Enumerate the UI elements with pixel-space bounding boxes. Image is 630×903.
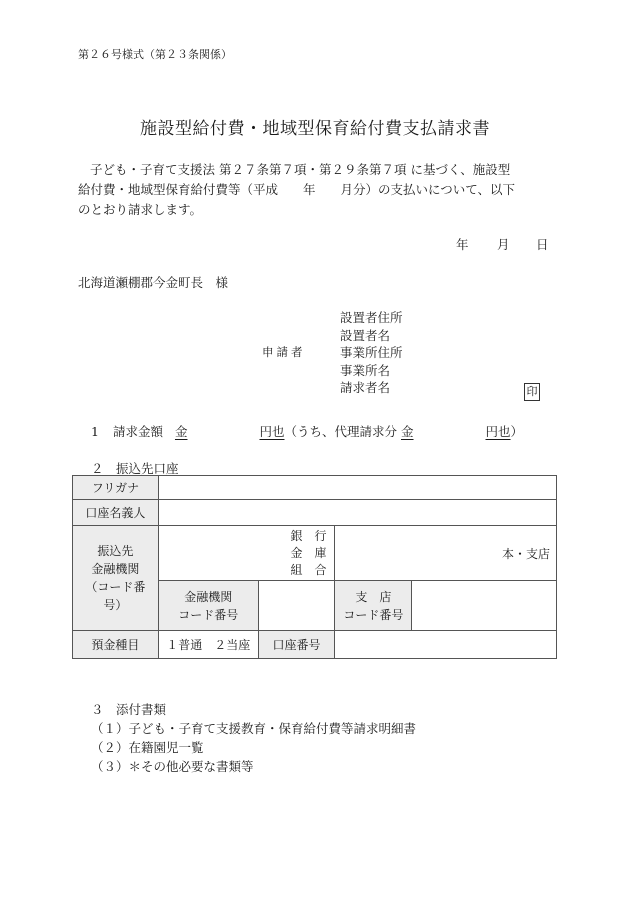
branch-code-label: 支 店 コード番号: [335, 581, 412, 631]
account-holder-field[interactable]: [158, 500, 556, 526]
bank-account-table: [72, 475, 557, 659]
account-holder-label: 口座名義人: [73, 500, 159, 526]
intro-paragraph: [78, 160, 558, 220]
field-office-name: 事業所名: [340, 362, 391, 378]
bank-section-heading: ２ 振込先口座: [91, 461, 179, 476]
list-item: （２）在籍園児一覧: [91, 740, 204, 755]
table-row: [73, 476, 557, 500]
field-founder-address: 設置者住所: [340, 310, 403, 325]
table-row: [73, 500, 557, 526]
date-day: 日: [536, 237, 549, 252]
date-year: 年: [456, 237, 469, 252]
field-claimant-name: 請求者名: [340, 380, 391, 395]
attachments-list: [91, 719, 416, 776]
furigana-label: フリガナ: [73, 476, 159, 500]
field-founder-name: 設置者名: [340, 327, 391, 343]
intro-line-3: のとおり請求します。: [78, 202, 203, 217]
proxy-amount-text: （うち、代理請求分: [284, 424, 398, 439]
intro-line-1: 子ども・子育て支援法 第２７条第７項・第２９条第７項 に基づく、施設型: [90, 162, 511, 177]
deposit-type-options[interactable]: １普通 ２当座: [158, 631, 258, 659]
list-item: （３）＊その他必要な書類等: [91, 759, 254, 774]
intro-line-2: 給付費・地域型保育給付費等（平成 年 月分）の支払いについて、以下: [78, 182, 516, 197]
seal-mark: 印: [524, 383, 540, 401]
branch-name-field[interactable]: 本・支店: [335, 526, 557, 581]
claim-amount-row: 1 請求金額 金 円也（うち、代理請求分 金 円也）: [91, 424, 524, 439]
amount-blank-total[interactable]: 金 円也: [174, 424, 285, 439]
page-title: 施設型給付費・地域型保育給付費支払請求書: [140, 119, 490, 139]
addressee: 北海道瀬棚郡今金町長 様: [78, 275, 229, 290]
field-office-address: 事業所住所: [340, 345, 403, 360]
amount-label: 請求金額: [112, 424, 163, 439]
attachments-heading: ３ 添付書類: [91, 702, 167, 717]
institution-code-label: 金融機関 コード番号: [158, 581, 258, 631]
table-row: [73, 526, 557, 581]
applicant-fields: [340, 309, 403, 397]
date-month: 月: [497, 237, 510, 252]
branch-code-field[interactable]: [412, 581, 557, 631]
furigana-field[interactable]: [158, 476, 556, 500]
deposit-type-label: 預金種目: [73, 631, 159, 659]
account-number-label: 口座番号: [258, 631, 335, 659]
amount-number: 1: [91, 424, 99, 439]
list-item: （１）子ども・子育て支援教育・保育給付費等請求明細書: [91, 721, 417, 736]
account-number-field[interactable]: [335, 631, 557, 659]
table-row: [73, 631, 557, 659]
applicant-label: 申請者: [262, 345, 306, 359]
amount-blank-proxy[interactable]: 金 円也: [401, 424, 511, 439]
institution-label: 振込先 金融機関 （コード番 号）: [73, 526, 159, 631]
bank-name-field[interactable]: 銀 行 金 庫 組 合: [158, 526, 335, 581]
institution-code-field[interactable]: [258, 581, 335, 631]
form-number: 第２６号様式（第２３条関係）: [78, 48, 232, 61]
